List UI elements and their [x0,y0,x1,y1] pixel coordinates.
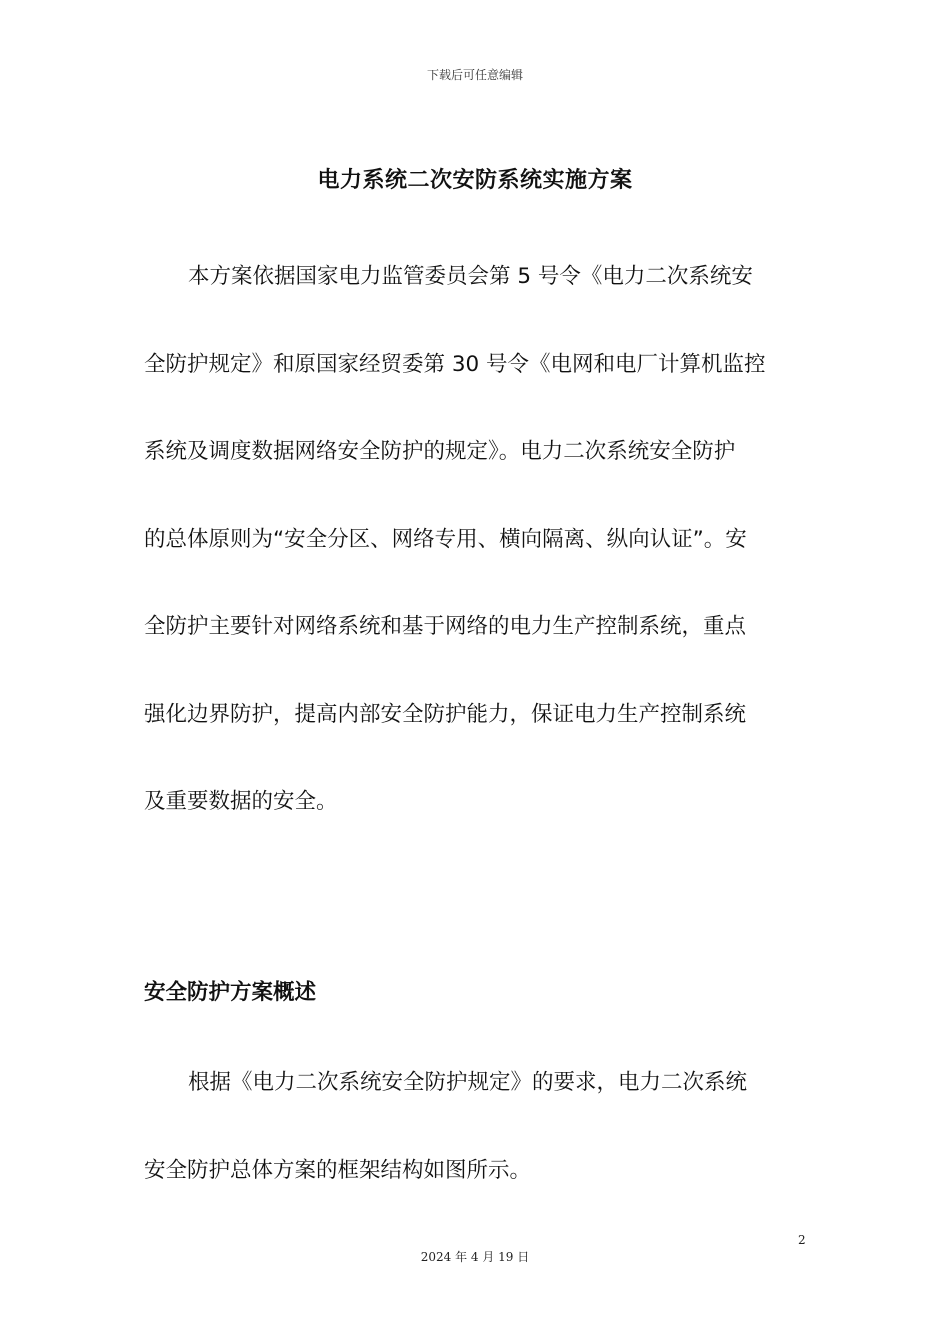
intro-line: 系统及调度数据网络安全防护的规定》。电力二次系统安全防护 [144,439,736,464]
section-heading: 安全防护方案概述 [144,980,317,1005]
intro-line: 全防护主要针对网络系统和基于网络的电力生产控制系统，重点 [144,614,747,639]
intro-line: 的总体原则为“安全分区、网络专用、横向隔离、纵向认证”。安 [144,526,747,552]
intro-line: 全防护规定》和原国家经贸委第 30 号令《电网和电厂计算机监控 [144,351,766,377]
document-title: 电力系统二次安防系统实施方案 [317,168,633,193]
page-number: 2 [798,1233,806,1247]
header-note: 下载后可任意编辑 [426,68,523,82]
overview-line: 安全防护总体方案的框架结构如图所示。 [144,1157,532,1183]
intro-paragraph [144,233,808,846]
footer-date: 2024 年 4 月 19 日 [420,1250,530,1264]
overview-line: 根据《电力二次系统安全防护规定》的要求，电力二次系统 [188,1070,748,1095]
intro-line: 及重要数据的安全。 [144,789,338,814]
intro-line: 本方案依据国家电力监管委员会第 5 号令《电力二次系统安 [188,264,753,289]
intro-line: 强化边界防护，提高内部安全防护能力，保证电力生产控制系统 [144,701,747,727]
overview-paragraph [144,1039,808,1214]
